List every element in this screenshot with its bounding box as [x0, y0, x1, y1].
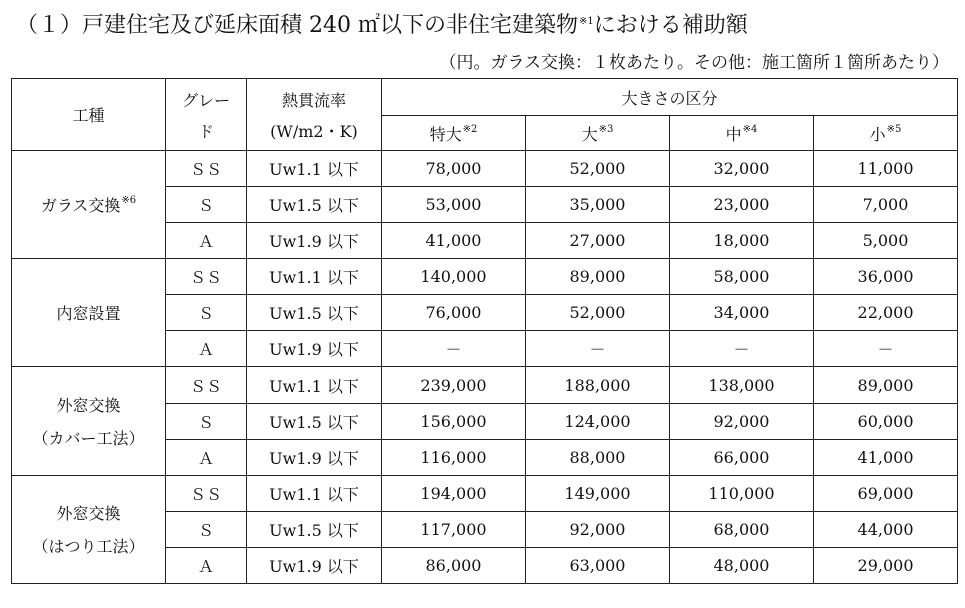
- amount-cell: 86,000: [382, 547, 526, 583]
- work-type-method: （はつり工法）: [32, 537, 145, 557]
- table-row: [12, 367, 958, 403]
- size-label: 特大: [429, 124, 462, 144]
- header-grade-line1: グレー: [181, 90, 230, 110]
- grade-cell: Ｓ: [166, 403, 247, 439]
- work-type-cell: [12, 475, 166, 583]
- amount-cell: 138,000: [670, 367, 814, 403]
- grade-cell: ＳＳ: [166, 475, 247, 511]
- uw-cell: Uw1.9 以下: [247, 439, 382, 475]
- grade-cell: Ａ: [166, 547, 247, 583]
- amount-cell: 194,000: [382, 475, 526, 511]
- amount-cell: －: [670, 331, 814, 367]
- amount-cell: 124,000: [526, 403, 670, 439]
- header-size-group: 大きさの区分: [382, 79, 958, 116]
- uw-cell: Uw1.1 以下: [247, 475, 382, 511]
- header-flow-line2: (W/m2・K): [270, 121, 358, 141]
- grade-cell: Ａ: [166, 439, 247, 475]
- amount-cell: 92,000: [670, 403, 814, 439]
- amount-cell: 76,000: [382, 295, 526, 331]
- work-type-note: ※6: [121, 195, 137, 207]
- amount-cell: 11,000: [814, 151, 958, 187]
- table-row: [12, 475, 958, 511]
- title-note: ※1: [578, 16, 594, 27]
- uw-cell: Uw1.5 以下: [247, 403, 382, 439]
- amount-cell: 7,000: [814, 187, 958, 223]
- header-thermal-transmittance: [247, 79, 382, 151]
- unit-note: （円。ガラス交換：１枚あたり。その他：施工箇所１箇所あたり）: [439, 53, 949, 73]
- work-type-text: ガラス交換: [40, 196, 121, 216]
- work-type-text: 外窓交換: [56, 504, 121, 524]
- uw-cell: Uw1.9 以下: [247, 547, 382, 583]
- amount-cell: 63,000: [526, 547, 670, 583]
- amount-cell: 48,000: [670, 547, 814, 583]
- amount-cell: 53,000: [382, 187, 526, 223]
- title-suffix: における補助額: [593, 13, 748, 38]
- amount-cell: 140,000: [382, 259, 526, 295]
- amount-cell: 69,000: [814, 475, 958, 511]
- amount-cell: 92,000: [526, 511, 670, 547]
- grade-cell: Ｓ: [166, 295, 247, 331]
- work-type-label: [12, 301, 165, 324]
- header-grade: [166, 79, 247, 151]
- amount-cell: 34,000: [670, 295, 814, 331]
- amount-cell: 89,000: [814, 367, 958, 403]
- uw-cell: Uw1.1 以下: [247, 151, 382, 187]
- header-size-1: [526, 116, 670, 151]
- header-row: [12, 79, 958, 116]
- amount-cell: 18,000: [670, 223, 814, 259]
- work-type-label: [12, 501, 165, 524]
- uw-cell: Uw1.5 以下: [247, 295, 382, 331]
- amount-cell: －: [526, 331, 670, 367]
- amount-cell: 5,000: [814, 223, 958, 259]
- grade-cell: Ｓ: [166, 511, 247, 547]
- size-label: 大: [581, 124, 598, 144]
- table-row: [12, 259, 958, 295]
- work-type-label: [12, 393, 165, 416]
- amount-cell: 156,000: [382, 403, 526, 439]
- page-title: [16, 8, 748, 39]
- header-size-2: [670, 116, 814, 151]
- work-type-text: 外窓交換: [56, 396, 121, 416]
- amount-cell: 60,000: [814, 403, 958, 439]
- size-note: ※2: [462, 123, 478, 135]
- work-type-cell: [12, 367, 166, 475]
- size-label: 小: [869, 124, 886, 144]
- amount-cell: 27,000: [526, 223, 670, 259]
- work-type-method: （カバー工法）: [32, 429, 145, 449]
- uw-cell: Uw1.9 以下: [247, 223, 382, 259]
- table-row: [12, 151, 958, 187]
- amount-cell: 32,000: [670, 151, 814, 187]
- grade-cell: Ｓ: [166, 187, 247, 223]
- size-note: ※3: [598, 123, 614, 135]
- amount-cell: 52,000: [526, 295, 670, 331]
- title-text: （１）戸建住宅及び延床面積 240 ㎡以下の非住宅建築物: [16, 13, 578, 38]
- grade-cell: ＳＳ: [166, 259, 247, 295]
- uw-cell: Uw1.1 以下: [247, 259, 382, 295]
- amount-cell: 239,000: [382, 367, 526, 403]
- work-type-label: [12, 193, 165, 216]
- amount-cell: 41,000: [382, 223, 526, 259]
- amount-cell: 88,000: [526, 439, 670, 475]
- header-size-0: [382, 116, 526, 151]
- grade-cell: ＳＳ: [166, 151, 247, 187]
- amount-cell: 68,000: [670, 511, 814, 547]
- size-label: 中: [725, 124, 742, 144]
- header-grade-line2: ド: [197, 121, 214, 141]
- amount-cell: 22,000: [814, 295, 958, 331]
- amount-cell: 89,000: [526, 259, 670, 295]
- amount-cell: 29,000: [814, 547, 958, 583]
- size-note: ※4: [742, 123, 758, 135]
- size-note: ※5: [886, 123, 902, 135]
- work-type-text: 内窓設置: [56, 304, 121, 324]
- header-work-type: 工種: [12, 79, 166, 151]
- grade-cell: ＳＳ: [166, 367, 247, 403]
- subsidy-table: [11, 78, 958, 584]
- amount-cell: 23,000: [670, 187, 814, 223]
- table-body: [12, 151, 958, 584]
- amount-cell: 44,000: [814, 511, 958, 547]
- uw-cell: Uw1.1 以下: [247, 367, 382, 403]
- work-type-cell: [12, 259, 166, 367]
- amount-cell: －: [814, 331, 958, 367]
- amount-cell: －: [382, 331, 526, 367]
- uw-cell: Uw1.5 以下: [247, 511, 382, 547]
- amount-cell: 58,000: [670, 259, 814, 295]
- amount-cell: 149,000: [526, 475, 670, 511]
- header-size-3: [814, 116, 958, 151]
- uw-cell: Uw1.5 以下: [247, 187, 382, 223]
- amount-cell: 78,000: [382, 151, 526, 187]
- amount-cell: 116,000: [382, 439, 526, 475]
- grade-cell: Ａ: [166, 223, 247, 259]
- amount-cell: 188,000: [526, 367, 670, 403]
- grade-cell: Ａ: [166, 331, 247, 367]
- amount-cell: 35,000: [526, 187, 670, 223]
- amount-cell: 117,000: [382, 511, 526, 547]
- uw-cell: Uw1.9 以下: [247, 331, 382, 367]
- amount-cell: 66,000: [670, 439, 814, 475]
- amount-cell: 110,000: [670, 475, 814, 511]
- header-flow-line1: 熱貫流率: [281, 90, 346, 110]
- amount-cell: 36,000: [814, 259, 958, 295]
- amount-cell: 41,000: [814, 439, 958, 475]
- work-type-cell: [12, 151, 166, 259]
- amount-cell: 52,000: [526, 151, 670, 187]
